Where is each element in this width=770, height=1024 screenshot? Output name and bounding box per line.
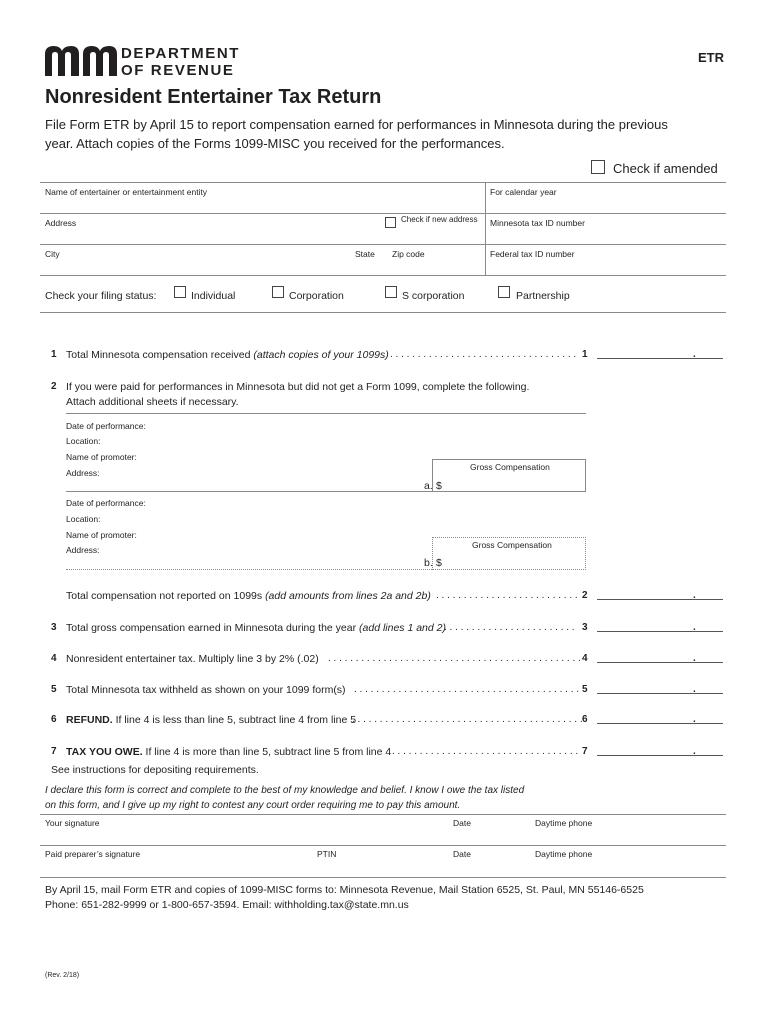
line2b-label: b. bbox=[424, 557, 433, 569]
amended-label: Check if amended bbox=[613, 161, 718, 176]
line2-text2: Attach additional sheets if necessary. bbox=[66, 396, 239, 408]
date2-label: Date bbox=[453, 849, 471, 859]
ptin-label: PTIN bbox=[317, 849, 337, 859]
state-label: State bbox=[355, 249, 375, 259]
line5-ref: 5 bbox=[582, 684, 588, 695]
line1-ref: 1 bbox=[582, 349, 588, 360]
amended-checkbox[interactable] bbox=[591, 160, 605, 174]
dept-line1: DEPARTMENT bbox=[121, 45, 241, 62]
calendar-year-label: For calendar year bbox=[490, 187, 557, 197]
revision-label: (Rev. 2/18) bbox=[45, 972, 80, 979]
gross-comp-a-label: Gross Compensation bbox=[470, 462, 550, 472]
city-label: City bbox=[45, 249, 60, 259]
line5-amount[interactable] bbox=[597, 693, 723, 694]
line4-amount[interactable] bbox=[597, 662, 723, 663]
line7-note: See instructions for depositing requirements. bbox=[51, 764, 259, 776]
perf-b-promoter-label: Name of promoter: bbox=[66, 530, 137, 540]
gross-comp-b-label: Gross Compensation bbox=[472, 540, 552, 550]
line6-amount[interactable] bbox=[597, 723, 723, 724]
line7-amount[interactable] bbox=[597, 755, 723, 756]
line2-number: 2 bbox=[51, 381, 57, 392]
line2-total-text: Total compensation not reported on 1099s (add amounts from lines 2a and 2b) bbox=[66, 590, 431, 602]
address-label: Address bbox=[45, 218, 77, 228]
mail-instructions: By April 15, mail Form ETR and copies of 1099-MISC forms to: Minnesota Revenue, Mail Station 6525, St. Paul, MN 55146-6525 bbox=[45, 884, 644, 896]
mn-logo-icon bbox=[45, 44, 117, 76]
name-label: Name of entertainer or entertainment entity bbox=[45, 187, 208, 197]
line7-number: 7 bbox=[51, 746, 57, 757]
intro-line2: year. Attach copies of the Forms 1099-MISC you received for the performances. bbox=[45, 136, 505, 151]
new-address-label: Check if new address bbox=[401, 215, 478, 224]
zip-label: Zip code bbox=[392, 249, 425, 259]
contact-info: Phone: 651-282-9999 or 1-800-657-3594. Email: withholding.tax@state.mn.us bbox=[45, 899, 409, 911]
fed-tax-id-label: Federal tax ID number bbox=[490, 249, 575, 259]
line3-dots: . . . . . . . . . . . . . . . . . . . . . . . . bbox=[444, 622, 575, 633]
line6-text: REFUND. If line 4 is less than line 5, subtract line 4 from line 5 bbox=[66, 714, 357, 726]
line2-dots: . . . . . . . . . . . . . . . . . . . . . . . . . . bbox=[436, 590, 578, 601]
perf-a-date-label: Date of performance: bbox=[66, 421, 146, 431]
line5-dots: . . . . . . . . . . . . . . . . . . . . . . . . . . . . . . . . . . . . . . . . . bbox=[354, 684, 580, 695]
filing-status-label: Check your filing status: bbox=[45, 290, 157, 302]
line2b-dollar: $ bbox=[436, 557, 442, 569]
phone1-label: Daytime phone bbox=[535, 818, 593, 828]
line2a-label: a. bbox=[424, 480, 433, 492]
line4-text: Nonresident entertainer tax. Multiply line 3 by 2% (.02) bbox=[66, 653, 319, 665]
line6-number: 6 bbox=[51, 714, 57, 725]
line4-dots: . . . . . . . . . . . . . . . . . . . . . . . . . . . . . . . . . . . . . . . . . . . . . . bbox=[328, 653, 581, 664]
page-title: Nonresident Entertainer Tax Return bbox=[45, 86, 382, 108]
line3-amount[interactable] bbox=[597, 631, 723, 632]
perf-b-date-label: Date of performance: bbox=[66, 498, 146, 508]
partnership-checkbox[interactable] bbox=[498, 286, 510, 298]
s-corporation-label: S corporation bbox=[402, 290, 465, 302]
line3-number: 3 bbox=[51, 622, 57, 633]
line2-text1: If you were paid for performances in Minnesota but did not get a Form 1099, complete the following. bbox=[66, 381, 530, 393]
dept-line2: OF REVENUE bbox=[121, 62, 235, 79]
line1-text: Total Minnesota compensation received (attach copies of your 1099s) bbox=[66, 349, 389, 361]
perf-b-location-label: Location: bbox=[66, 514, 101, 524]
line4-number: 4 bbox=[51, 653, 57, 664]
line1-amount[interactable] bbox=[597, 358, 723, 359]
form-code: ETR bbox=[698, 50, 724, 65]
line1-number: 1 bbox=[51, 349, 57, 360]
phone2-label: Daytime phone bbox=[535, 849, 593, 859]
line6-dots: . . . . . . . . . . . . . . . . . . . . . . . . . . . . . . . . . . . . . . . . . . bbox=[352, 714, 583, 725]
intro-line1: File Form ETR by April 15 to report compensation earned for performances in Minnesota during the previous bbox=[45, 117, 668, 132]
your-signature-label: Your signature bbox=[45, 818, 100, 828]
line1-dots: . . . . . . . . . . . . . . . . . . . . . . . . . . . . . . . . . . bbox=[390, 349, 577, 360]
corporation-checkbox[interactable] bbox=[272, 286, 284, 298]
partnership-label: Partnership bbox=[516, 290, 570, 302]
line5-text: Total Minnesota tax withheld as shown on your 1099 form(s) bbox=[66, 684, 346, 696]
perf-a-promoter-label: Name of promoter: bbox=[66, 452, 137, 462]
corporation-label: Corporation bbox=[289, 290, 344, 302]
mn-tax-id-label: Minnesota tax ID number bbox=[490, 218, 585, 228]
line7-text: TAX YOU OWE. If line 4 is more than line 5, subtract line 5 from line 4 bbox=[66, 746, 392, 758]
line2-ref: 2 bbox=[582, 590, 588, 601]
perf-a-address-label: Address: bbox=[66, 468, 100, 478]
s-corporation-checkbox[interactable] bbox=[385, 286, 397, 298]
line6-ref: 6 bbox=[582, 714, 588, 725]
line7-dots: . . . . . . . . . . . . . . . . . . . . . . . . . . . . . . . . . . bbox=[392, 746, 579, 757]
date1-label: Date bbox=[453, 818, 471, 828]
individual-checkbox[interactable] bbox=[174, 286, 186, 298]
declaration-line2: on this form, and I give up my right to contest any court order requiring me to pay this amount. bbox=[45, 800, 461, 811]
preparer-signature-label: Paid preparer’s signature bbox=[45, 849, 141, 859]
line2a-dollar: $ bbox=[436, 480, 442, 492]
perf-a-location-label: Location: bbox=[66, 436, 101, 446]
line2-amount[interactable] bbox=[597, 599, 723, 600]
new-address-checkbox[interactable] bbox=[385, 217, 396, 228]
perf-b-address-label: Address: bbox=[66, 545, 100, 555]
line3-ref: 3 bbox=[582, 622, 588, 633]
line3-text: Total gross compensation earned in Minnesota during the year (add lines 1 and 2) bbox=[66, 622, 446, 634]
individual-label: Individual bbox=[191, 290, 236, 302]
declaration-line1: I declare this form is correct and complete to the best of my knowledge and belief. I know I owe the tax listed bbox=[45, 785, 525, 796]
line4-ref: 4 bbox=[582, 653, 588, 664]
mn-logo bbox=[45, 44, 117, 76]
line7-ref: 7 bbox=[582, 746, 588, 757]
line5-number: 5 bbox=[51, 684, 57, 695]
